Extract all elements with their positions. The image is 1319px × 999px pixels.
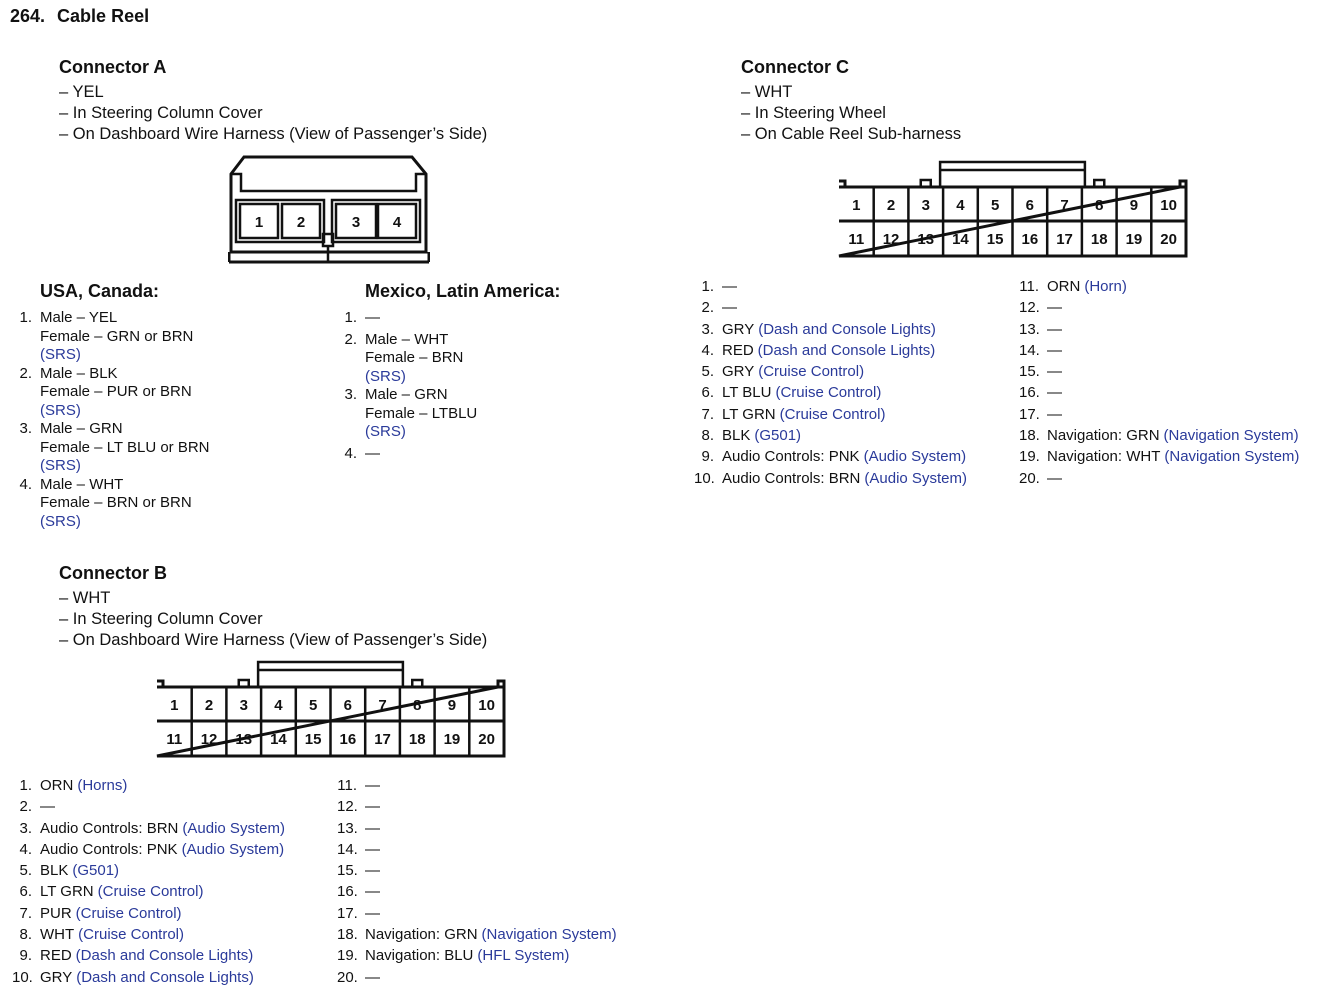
pin-wire: ORN bbox=[1047, 278, 1081, 295]
connector-b-pin-label: 18 bbox=[408, 731, 426, 748]
connector-c-pin-label: 19 bbox=[1125, 231, 1143, 248]
pin-system-link[interactable]: (Cruise Control) bbox=[758, 363, 865, 381]
connector-c-pin-label: 10 bbox=[1160, 197, 1177, 214]
pin-system-link[interactable]: (G501) bbox=[754, 427, 802, 445]
pin-system-link[interactable]: (Navigation System) bbox=[1164, 448, 1300, 466]
pin-wire: — bbox=[365, 777, 380, 794]
pin-male: Male – WHT bbox=[40, 475, 124, 493]
pin-number: 1. bbox=[344, 309, 357, 326]
connector-a-header bbox=[59, 57, 487, 145]
pin-female: Female – BRN or BRN bbox=[40, 494, 192, 511]
connector-c-pin-label: 15 bbox=[986, 231, 1004, 248]
pin-item bbox=[337, 818, 617, 839]
connector-b-pin-label: 3 bbox=[239, 697, 248, 714]
pin-system-link[interactable]: (Dash and Console Lights) bbox=[75, 947, 254, 965]
connector-b-pin-label: 15 bbox=[304, 731, 322, 748]
connector-c-pin-label: 1 bbox=[852, 197, 861, 214]
pin-system-link[interactable]: (SRS) bbox=[40, 346, 81, 363]
pin-system-link[interactable]: (G501) bbox=[72, 862, 120, 880]
connector-c-pin-label: 16 bbox=[1021, 231, 1039, 248]
connector-c-pin-label: 17 bbox=[1056, 231, 1073, 248]
pin-system-link[interactable]: (Cruise Control) bbox=[779, 405, 886, 423]
pin-wire: — bbox=[1047, 363, 1062, 381]
pin-wire: Audio Controls: BRN bbox=[722, 469, 861, 487]
pin-item bbox=[694, 340, 967, 361]
pin-item bbox=[1019, 276, 1299, 297]
page-title-text: Cable Reel bbox=[57, 6, 150, 26]
connector-c-pin-list-right bbox=[1019, 276, 1299, 489]
connector-a-title: Connector A bbox=[59, 57, 167, 77]
pin-item bbox=[1019, 468, 1299, 489]
pin-number: 20. bbox=[1019, 469, 1040, 487]
connector-c-pin-label: 4 bbox=[956, 197, 965, 214]
pin-number: 18. bbox=[337, 926, 358, 944]
pin-item bbox=[694, 404, 967, 425]
pin-item bbox=[694, 361, 967, 382]
connector-b-lock-tab bbox=[258, 662, 403, 687]
connector-c-color: – WHT bbox=[741, 83, 793, 101]
pin-wire: ORN bbox=[40, 777, 74, 794]
connector-b-pin-label: 10 bbox=[478, 697, 495, 714]
connector-b-pin-label: 16 bbox=[339, 731, 357, 748]
pin-number: 16. bbox=[1019, 384, 1040, 402]
pin-number: 17. bbox=[1019, 405, 1040, 423]
connector-b-pin-label: 9 bbox=[447, 697, 457, 714]
pin-number: 9. bbox=[19, 947, 32, 965]
pin-item bbox=[694, 276, 967, 297]
pin-wire: RED bbox=[722, 341, 754, 359]
connector-c-location: – In Steering Wheel bbox=[741, 104, 886, 122]
pin-number: 17. bbox=[337, 904, 358, 922]
pin-wire: — bbox=[1047, 299, 1062, 317]
pin-number: 3. bbox=[19, 819, 32, 837]
connector-c-pin-label: 3 bbox=[921, 197, 930, 214]
pin-female: Female – GRN or BRN bbox=[40, 327, 194, 345]
pin-wire: — bbox=[722, 278, 737, 295]
pin-number: 6. bbox=[19, 883, 32, 901]
pin-wire: — bbox=[365, 819, 380, 837]
pin-item bbox=[337, 903, 617, 924]
connector-a-location: – In Steering Column Cover bbox=[59, 104, 263, 122]
pin-system-link[interactable]: (SRS) bbox=[40, 512, 81, 530]
connector-a-pin-label: 4 bbox=[392, 214, 402, 231]
connector-a-usa-heading bbox=[40, 281, 159, 302]
pin-item bbox=[12, 860, 285, 881]
connector-b-pin-label: 17 bbox=[374, 731, 391, 748]
pin-item bbox=[337, 386, 477, 442]
pin-item bbox=[337, 881, 617, 902]
pin-number: 5. bbox=[701, 363, 714, 381]
pin-wire: Navigation: WHT bbox=[1047, 448, 1161, 466]
connector-c-diagram bbox=[836, 159, 1190, 261]
pin-number: 2. bbox=[19, 798, 32, 816]
connector-c-pin-label: 7 bbox=[1060, 197, 1069, 214]
mexico-latin-america-heading: Mexico, Latin America: bbox=[365, 281, 561, 301]
pin-number: 19. bbox=[337, 947, 358, 965]
connector-c-pin-label: 12 bbox=[882, 231, 900, 248]
connector-b-pin-label: 14 bbox=[270, 731, 287, 748]
pin-item bbox=[1019, 382, 1299, 403]
connector-c-pin-label: 9 bbox=[1129, 197, 1139, 214]
pin-item bbox=[337, 796, 617, 817]
pin-system-link[interactable]: (SRS) bbox=[365, 367, 406, 385]
pin-number: 13. bbox=[1019, 320, 1040, 338]
connector-a-usa-pin-list bbox=[12, 309, 210, 531]
pin-wire: — bbox=[1047, 405, 1062, 423]
pin-wire: — bbox=[722, 299, 737, 317]
usa-canada-heading: USA, Canada: bbox=[40, 281, 160, 301]
pin-number: 2. bbox=[701, 299, 714, 317]
connector-b-harness: – On Dashboard Wire Harness (View of Passenger’s Side) bbox=[59, 631, 488, 649]
pin-wire: — bbox=[1047, 341, 1062, 359]
pin-number: 11. bbox=[337, 777, 357, 794]
pin-item bbox=[12, 945, 285, 966]
pin-item bbox=[337, 945, 617, 966]
connector-b-pin-label: 4 bbox=[274, 697, 283, 714]
pin-number: 8. bbox=[701, 427, 714, 445]
pin-item bbox=[694, 425, 967, 446]
pin-wire: LT GRN bbox=[40, 883, 94, 901]
pin-system-link[interactable]: (Dash and Console Lights) bbox=[758, 320, 936, 338]
connector-b-pin-label: 7 bbox=[378, 697, 387, 714]
pin-number: 2. bbox=[344, 330, 357, 348]
connector-b-pin-list-right bbox=[337, 775, 617, 988]
pin-system-link[interactable]: (Cruise Control) bbox=[97, 883, 204, 901]
pin-wire: — bbox=[1047, 469, 1062, 487]
connector-a-diagram bbox=[228, 154, 430, 266]
connector-a-mexico-heading bbox=[365, 281, 560, 302]
pin-wire: BLK bbox=[40, 862, 69, 880]
connector-b-location: – In Steering Column Cover bbox=[59, 610, 263, 628]
connector-c-pin-label: 8 bbox=[1095, 197, 1104, 214]
connector-b-pin-list-left bbox=[12, 775, 285, 988]
pin-item bbox=[12, 775, 285, 796]
pin-number: 1. bbox=[19, 777, 32, 794]
pin-system-link[interactable]: (Cruise Control) bbox=[75, 904, 182, 922]
pin-system-link[interactable]: (Dash and Console Lights) bbox=[757, 341, 936, 359]
pin-number: 14. bbox=[1019, 341, 1040, 359]
pin-item bbox=[337, 860, 617, 881]
connector-a-pin-label: 1 bbox=[254, 214, 264, 231]
pin-item bbox=[1019, 404, 1299, 425]
pin-empty: — bbox=[365, 444, 380, 462]
pin-number: 3. bbox=[701, 320, 714, 338]
pin-wire: — bbox=[1047, 384, 1062, 402]
connector-a-latch bbox=[231, 174, 426, 191]
pin-number: 5. bbox=[19, 862, 32, 880]
connector-b-header bbox=[59, 563, 487, 651]
pin-wire: Audio Controls: BRN bbox=[40, 819, 179, 837]
pin-item bbox=[1019, 446, 1299, 467]
connector-b-pin-label: 12 bbox=[200, 731, 218, 748]
connector-b-title: Connector B bbox=[59, 563, 167, 583]
pin-item bbox=[337, 839, 617, 860]
pin-wire: Navigation: BLU bbox=[365, 947, 474, 965]
pin-wire: LT BLU bbox=[722, 384, 772, 402]
connector-b-pin-label: 5 bbox=[308, 697, 318, 714]
connector-c-pin-label: 5 bbox=[990, 197, 1000, 214]
pin-number: 4. bbox=[701, 341, 714, 359]
pin-number: 4. bbox=[19, 475, 32, 493]
pin-item bbox=[12, 796, 285, 817]
pin-item bbox=[12, 967, 285, 988]
pin-system-link[interactable]: (Horn) bbox=[1084, 278, 1127, 295]
pin-number: 12. bbox=[1019, 299, 1040, 317]
pin-wire: RED bbox=[40, 947, 72, 965]
pin-item bbox=[337, 967, 617, 988]
pin-item bbox=[1019, 425, 1299, 446]
pin-item bbox=[337, 924, 617, 945]
pin-item bbox=[694, 382, 967, 403]
pin-number: 13. bbox=[337, 819, 358, 837]
pin-system-link[interactable]: (Audio System) bbox=[181, 840, 285, 858]
pin-system-link[interactable]: (HFL System) bbox=[477, 947, 570, 965]
pin-item bbox=[337, 309, 477, 328]
pin-wire: — bbox=[365, 904, 380, 922]
pin-number: 1. bbox=[19, 309, 32, 326]
pin-item bbox=[337, 445, 477, 464]
connector-b-pin-label: 1 bbox=[170, 697, 179, 714]
connector-a-color: – YEL bbox=[59, 83, 104, 101]
pin-item bbox=[1019, 340, 1299, 361]
pin-number: 4. bbox=[344, 444, 357, 462]
pin-wire: — bbox=[365, 798, 380, 816]
pin-wire: Audio Controls: PNK bbox=[40, 840, 178, 858]
pin-number: 18. bbox=[1019, 427, 1040, 445]
pin-number: 19. bbox=[1019, 448, 1040, 466]
pin-number: 10. bbox=[12, 968, 33, 986]
connector-b-color: – WHT bbox=[59, 589, 111, 607]
pin-system-link[interactable]: (Horns) bbox=[77, 777, 128, 794]
pin-system-link[interactable]: (Dash and Console Lights) bbox=[76, 968, 254, 986]
pin-system-link[interactable]: (Navigation System) bbox=[1163, 427, 1299, 445]
pin-system-link[interactable]: (Audio System) bbox=[182, 819, 285, 837]
page-number: 264. bbox=[10, 6, 46, 26]
pin-wire: LT GRN bbox=[722, 405, 776, 423]
pin-wire: Navigation: GRN bbox=[365, 926, 478, 944]
pin-wire: PUR bbox=[40, 904, 72, 922]
pin-wire: GRY bbox=[40, 968, 73, 986]
pin-wire: — bbox=[365, 840, 380, 858]
connector-a-harness: – On Dashboard Wire Harness (View of Passenger’s Side) bbox=[59, 125, 488, 143]
connector-c-harness: – On Cable Reel Sub-harness bbox=[741, 125, 962, 143]
pin-female: Female – LT BLU or BRN bbox=[40, 438, 210, 456]
pin-item bbox=[694, 446, 967, 467]
connector-b-pin-label: 2 bbox=[204, 697, 214, 714]
pin-wire: WHT bbox=[40, 926, 75, 944]
pin-wire: — bbox=[365, 862, 380, 880]
pin-system-link[interactable]: (SRS) bbox=[365, 423, 406, 440]
pin-number: 4. bbox=[19, 840, 32, 858]
pin-wire: — bbox=[365, 968, 380, 986]
connector-b-pin-label: 11 bbox=[166, 731, 183, 748]
pin-system-link[interactable]: (SRS) bbox=[40, 401, 81, 419]
pin-system-link[interactable]: (SRS) bbox=[40, 457, 81, 474]
pin-wire: GRY bbox=[722, 363, 755, 381]
connector-b-diagram bbox=[154, 659, 508, 761]
connector-c-pin-label: 2 bbox=[886, 197, 896, 214]
pin-item bbox=[12, 476, 210, 532]
pin-item bbox=[694, 297, 967, 318]
connector-c-title: Connector C bbox=[741, 57, 849, 77]
pin-wire: Audio Controls: PNK bbox=[722, 448, 860, 466]
connector-b-pin-label: 6 bbox=[343, 697, 353, 714]
pin-number: 6. bbox=[701, 384, 714, 402]
connector-b-pin-label: 13 bbox=[235, 731, 253, 748]
pin-item bbox=[12, 818, 285, 839]
pin-number: 7. bbox=[19, 904, 32, 922]
pin-item bbox=[1019, 297, 1299, 318]
connector-b-pin-label: 20 bbox=[478, 731, 495, 748]
pin-number: 2. bbox=[19, 364, 32, 382]
connector-c-pin-list-left bbox=[694, 276, 967, 489]
pin-number: 15. bbox=[337, 862, 358, 880]
pin-item bbox=[337, 775, 617, 796]
pin-wire: — bbox=[40, 798, 55, 816]
pin-item bbox=[12, 839, 285, 860]
pin-item bbox=[12, 420, 210, 476]
pin-wire: BLK bbox=[722, 427, 751, 445]
pin-wire: Navigation: GRN bbox=[1047, 427, 1160, 445]
pin-empty: — bbox=[365, 309, 380, 326]
pin-female: Female – BRN bbox=[365, 349, 464, 366]
pin-wire: GRY bbox=[722, 320, 755, 338]
pin-system-link[interactable]: (Audio System) bbox=[864, 469, 967, 487]
connector-c-pin-label: 20 bbox=[1160, 231, 1177, 248]
pin-number: 10. bbox=[694, 469, 715, 487]
connector-c-pin-label: 18 bbox=[1090, 231, 1108, 248]
connector-a-mexico-pin-list bbox=[337, 309, 477, 463]
pin-item bbox=[12, 881, 285, 902]
pin-male: Male – BLK bbox=[40, 364, 118, 382]
pin-item bbox=[12, 309, 210, 365]
pin-male: Male – WHT bbox=[365, 330, 449, 348]
pin-system-link[interactable]: (Audio System) bbox=[863, 448, 967, 466]
pin-number: 14. bbox=[337, 840, 358, 858]
pin-number: 15. bbox=[1019, 363, 1040, 381]
page-title bbox=[10, 6, 149, 27]
pin-male: Male – GRN bbox=[365, 386, 448, 403]
pin-female: Female – LTBLU bbox=[365, 404, 478, 422]
connector-c-pin-label: 6 bbox=[1025, 197, 1035, 214]
pin-item bbox=[694, 468, 967, 489]
pin-number: 1. bbox=[701, 278, 714, 295]
pin-wire: — bbox=[365, 883, 380, 901]
pin-number: 8. bbox=[19, 926, 32, 944]
pin-item bbox=[12, 903, 285, 924]
pin-male: Male – YEL bbox=[40, 309, 118, 326]
pin-system-link[interactable]: (Cruise Control) bbox=[775, 384, 882, 402]
pin-female: Female – PUR or BRN bbox=[40, 383, 192, 400]
pin-wire: — bbox=[1047, 320, 1062, 338]
pin-system-link[interactable]: (Cruise Control) bbox=[78, 926, 185, 944]
pin-item bbox=[1019, 361, 1299, 382]
pin-number: 16. bbox=[337, 883, 358, 901]
pin-number: 9. bbox=[701, 448, 714, 466]
pin-item bbox=[12, 924, 285, 945]
pin-item bbox=[337, 331, 477, 387]
connector-b-pin-label: 19 bbox=[443, 731, 461, 748]
connector-c-header bbox=[741, 57, 961, 145]
connector-b-pin-label: 8 bbox=[413, 697, 422, 714]
pin-item bbox=[12, 365, 210, 421]
connector-c-lock-tab bbox=[940, 162, 1085, 187]
connector-a-pin-label: 3 bbox=[351, 214, 361, 231]
connector-c-pin-label: 14 bbox=[952, 231, 969, 248]
pin-number: 20. bbox=[337, 968, 358, 986]
pin-system-link[interactable]: (Navigation System) bbox=[481, 926, 617, 944]
connector-c-pin-label: 11 bbox=[848, 231, 865, 248]
pin-item bbox=[1019, 319, 1299, 340]
pin-item bbox=[694, 319, 967, 340]
pin-number: 3. bbox=[344, 386, 357, 403]
pin-number: 3. bbox=[19, 420, 32, 437]
pin-number: 7. bbox=[701, 405, 714, 423]
pin-number: 12. bbox=[337, 798, 358, 816]
connector-c-pin-label: 13 bbox=[917, 231, 935, 248]
pin-male: Male – GRN bbox=[40, 420, 123, 437]
pin-number: 11. bbox=[1019, 278, 1039, 295]
connector-a-pin-label: 2 bbox=[296, 214, 306, 231]
